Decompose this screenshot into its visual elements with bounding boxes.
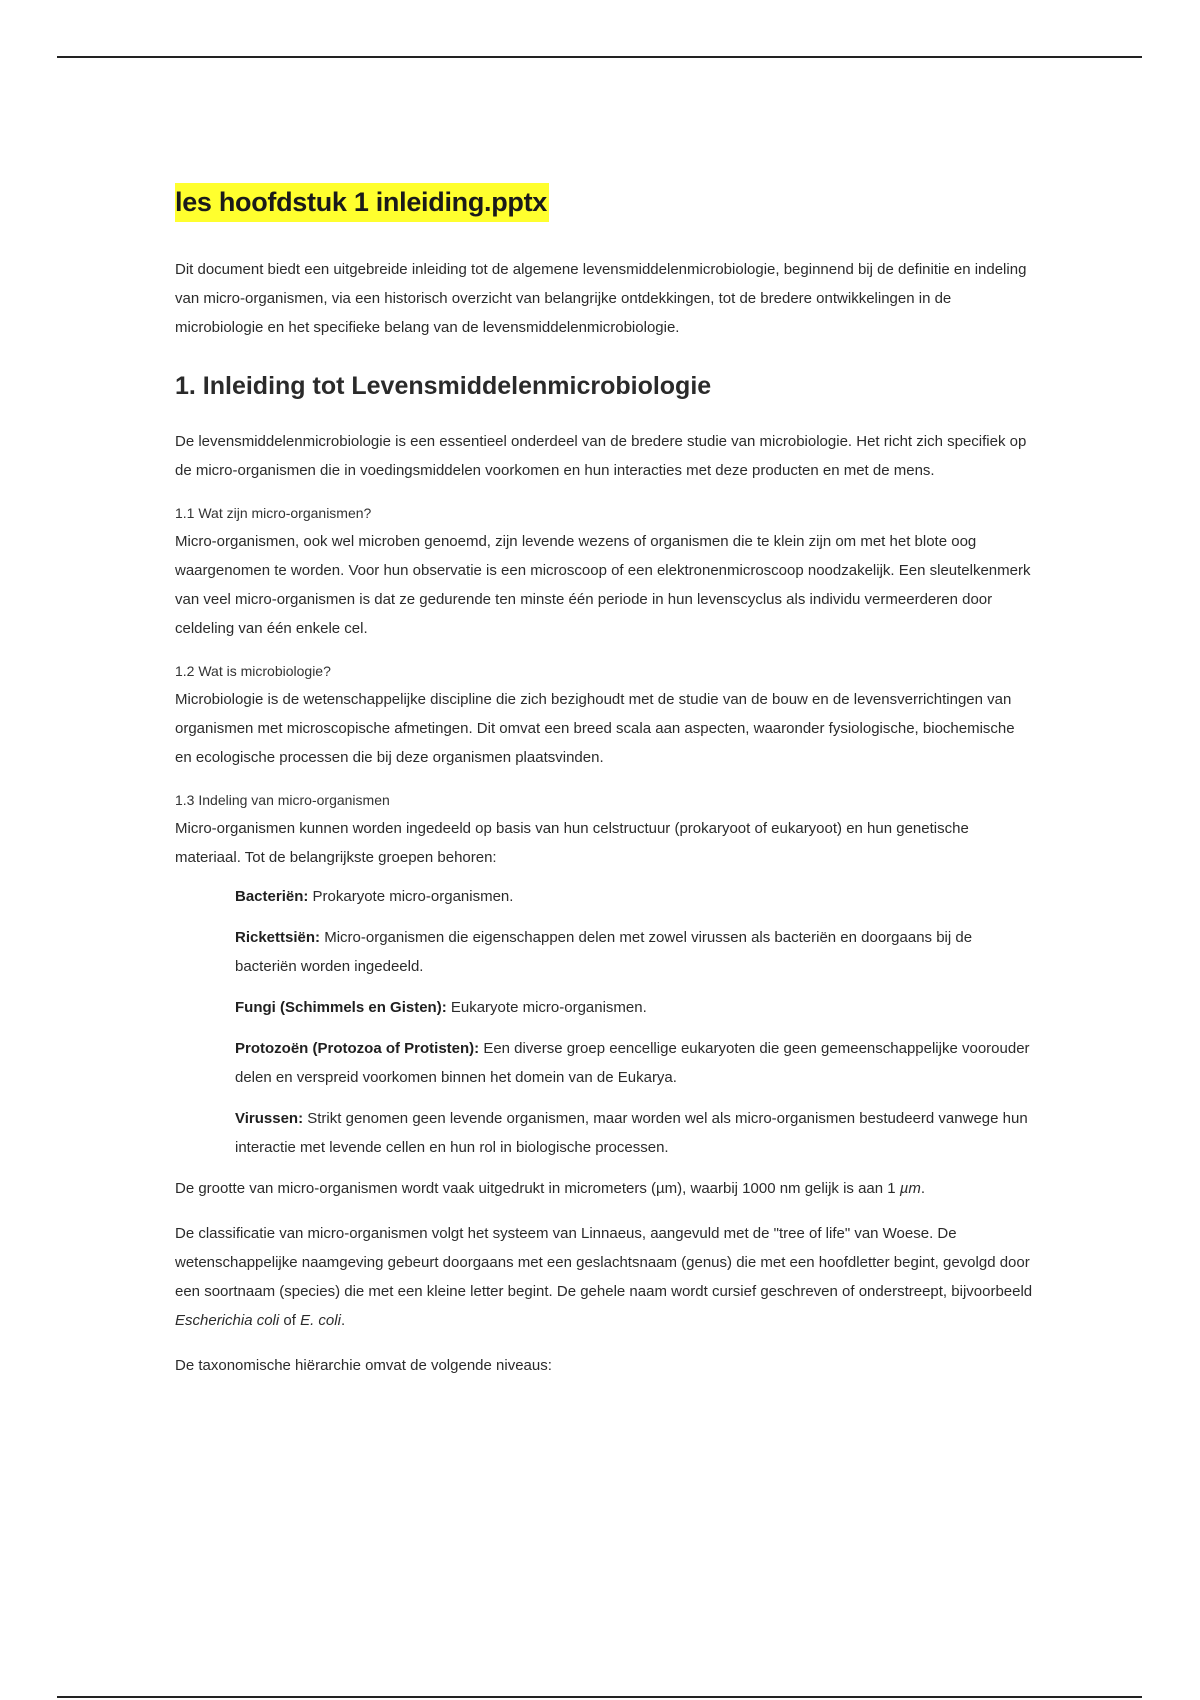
footer-rule xyxy=(57,1696,1142,1698)
classification-mid: of xyxy=(279,1312,301,1329)
subsection-1-3-heading: 1.3 Indeling van micro-organismen xyxy=(175,792,390,808)
size-paragraph xyxy=(175,1174,1035,1203)
document-title: les hoofdstuk 1 inleiding.pptx xyxy=(175,183,549,222)
list-item-term: Rickettsiën: xyxy=(235,929,321,946)
list-item-rickettsia xyxy=(235,923,1035,981)
subsection-1-2-text: Microbiologie is de wetenschappelijke discipline die zich bezighoudt met de studie van de bouw en de levensverrichtingen van organismen met microscopische afmetingen. Dit omvat een breed scala aan aspecten, waaronder fysiologische, biochemische en ecologische processen die bij deze organismen plaatsvinden. xyxy=(175,691,1015,766)
section-1-heading: 1. Inleiding tot Levensmiddelenmicrobiologie xyxy=(175,372,712,400)
classification-paragraph xyxy=(175,1219,1035,1335)
list-item-description: Eukaryote micro-organismen. xyxy=(446,999,647,1016)
document-body xyxy=(175,183,1035,1380)
size-unit: µm xyxy=(899,1180,921,1197)
list-item-description: Micro-organismen die eigenschappen delen met zowel virussen als bacteriën en doorgaans bij de bacteriën worden ingedeeld. xyxy=(235,929,973,975)
size-end: . xyxy=(920,1180,926,1197)
organism-groups-list xyxy=(235,882,1035,1162)
subsection-1-3-text: Micro-organismen kunnen worden ingedeeld op basis van hun celstructuur (prokaryoot of eukaryoot) en hun genetische materiaal. Tot de belangrijkste groepen behoren: xyxy=(175,820,969,866)
intro-paragraph: Dit document biedt een uitgebreide inleiding tot de algemene levensmiddelenmicrobiologie, beginnend bij de definitie en indeling van micro-organismen, via een historisch overzicht van belangrijke ontdekkingen, tot de bredere ontwikkelingen in de microbiologie en het specifieke belang van de levensmiddelenmicrobiologie. xyxy=(175,261,1027,336)
list-item-term: Fungi (Schimmels en Gisten): xyxy=(235,999,447,1016)
list-item-term: Bacteriën: xyxy=(235,888,309,905)
list-item-term: Virussen: xyxy=(235,1110,304,1127)
list-item-viruses xyxy=(235,1104,1035,1162)
list-item-description: Een diverse groep eencellige eukaryoten die geen gemeenschappelijke voorouder delen en verspreid voorkomen binnen het domein van de Eukarya. xyxy=(235,1040,1030,1086)
example-short-name: E. coli xyxy=(300,1312,341,1329)
subsection-1-1-heading: 1.1 Wat zijn micro-organismen? xyxy=(175,505,372,521)
classification-end: . xyxy=(340,1312,346,1329)
list-item-fungi xyxy=(235,993,1035,1022)
example-full-name: Escherichia coli xyxy=(175,1312,280,1329)
list-item-description: Strikt genomen geen levende organismen, maar worden wel als micro-organismen bestudeerd vanwege hun interactie met levende cellen en hun rol in biologische processen. xyxy=(235,1110,1028,1156)
subsection-1-1-text: Micro-organismen, ook wel microben genoemd, zijn levende wezens of organismen die te klein zijn om met het blote oog waargenomen te worden. Voor hun observatie is een microscoop of een elektronenmicroscoop noodzakelijk. Een sleutelkenmerk van veel micro-organismen is dat ze gedurende ten minste één periode in hun levenscyclus als individu vermeerderen door celdeling van één enkele cel. xyxy=(175,533,1031,637)
section-1-intro: De levensmiddelenmicrobiologie is een essentieel onderdeel van de bredere studie van microbiologie. Het richt zich specifiek op de micro-organismen die in voedingsmiddelen voorkomen en hun interacties met deze producten en met de mens. xyxy=(175,433,1027,479)
subsection-1-2-heading: 1.2 Wat is microbiologie? xyxy=(175,663,331,679)
size-text: De grootte van micro-organismen wordt vaak uitgedrukt in micrometers (µm), waarbij 1000 nm gelijk is aan 1 xyxy=(175,1180,900,1197)
taxonomy-paragraph: De taxonomische hiërarchie omvat de volgende niveaus: xyxy=(175,1357,552,1374)
list-item-bacteria xyxy=(235,882,1035,911)
list-item-description: Prokaryote micro-organismen. xyxy=(308,888,514,905)
header-rule xyxy=(57,56,1142,58)
classification-text: De classificatie van micro-organismen volgt het systeem van Linnaeus, aangevuld met de "tree of life" van Woese. De wetenschappelijke naamgeving gebeurt doorgaans met een geslachtsnaam (genus) die met een hoofdletter begint, gevolgd door een soortnaam (species) die met een kleine letter begint. De gehele naam wordt cursief geschreven of onderstreept, bijvoorbeeld xyxy=(175,1225,1033,1300)
list-item-term: Protozoën (Protozoa of Protisten): xyxy=(235,1040,480,1057)
list-item-protozoa xyxy=(235,1034,1035,1092)
